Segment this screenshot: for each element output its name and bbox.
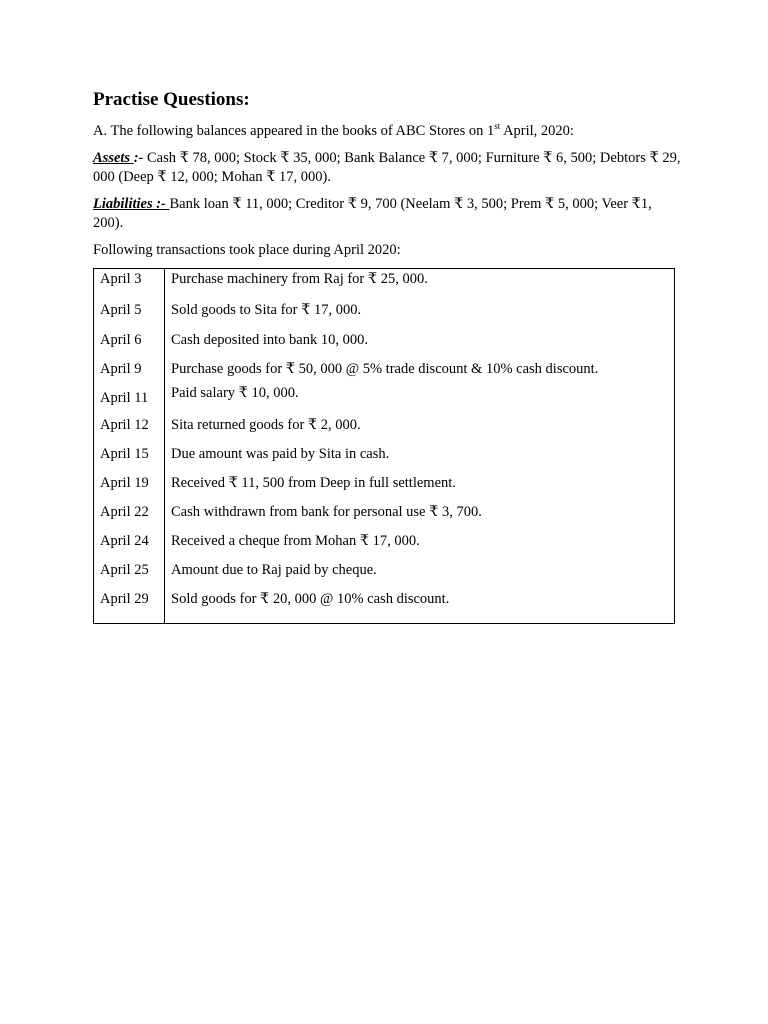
transaction-date: April 24 — [100, 533, 149, 549]
transaction-description: Cash deposited into bank 10, 000. — [171, 332, 368, 348]
transaction-description: Amount due to Raj paid by cheque. — [171, 562, 377, 578]
liabilities-paragraph — [93, 195, 683, 233]
transaction-date: April 3 — [100, 271, 142, 287]
table-row — [94, 586, 674, 615]
table-row — [94, 383, 674, 412]
table-row — [94, 528, 674, 557]
transaction-description: Sold goods to Sita for ₹ 17, 000. — [171, 302, 362, 318]
transaction-description: Received ₹ 11, 500 from Deep in full settlement. — [171, 475, 456, 491]
table-row — [94, 499, 674, 528]
table-row — [94, 327, 674, 356]
table-row — [94, 470, 674, 499]
assets-label: Assets — [93, 150, 134, 166]
transaction-description: Sold goods for ₹ 20, 000 @ 10% cash discount. — [171, 591, 450, 607]
transaction-date: April 29 — [100, 591, 149, 607]
transaction-description: Paid salary ₹ 10, 000. — [171, 385, 299, 401]
transaction-description: Cash withdrawn from bank for personal use ₹ 3, 700. — [171, 504, 482, 520]
transaction-date: April 25 — [100, 562, 149, 578]
assets-text: Cash ₹ 78, 000; Stock ₹ 35, 000; Bank Balance ₹ 7, 000; Furniture ₹ 6, 500; Debtors ₹ 29, 000 (Deep ₹ 12, 000; Mohan ₹ 17, 000). — [93, 150, 681, 185]
transaction-date: April 9 — [100, 361, 142, 377]
assets-separator: :- — [133, 150, 144, 166]
table-row — [94, 557, 674, 586]
transaction-date: April 22 — [100, 504, 149, 520]
page-title: Practise Questions: — [93, 89, 250, 110]
transaction-date: April 6 — [100, 332, 142, 348]
transactions-intro: Following transactions took place during April 2020: — [93, 242, 401, 258]
transaction-date: April 5 — [100, 302, 142, 318]
table-row — [94, 356, 674, 383]
liabilities-label: Liabilities :- — [93, 196, 170, 212]
table-row — [94, 441, 674, 470]
intro-text: A. The following balances appeared in the books of ABC Stores on 1 — [93, 123, 495, 139]
intro-text-end: April, 2020: — [500, 123, 574, 139]
transaction-description: Purchase goods for ₹ 50, 000 @ 5% trade discount & 10% cash discount. — [171, 361, 599, 377]
transactions-table — [93, 268, 675, 624]
table-row — [94, 269, 674, 297]
table-row — [94, 297, 674, 327]
transaction-date: April 19 — [100, 475, 149, 491]
transaction-date: April 11 — [100, 390, 149, 406]
transaction-date: April 12 — [100, 417, 149, 433]
transactions-table-body — [94, 269, 674, 615]
intro-paragraph — [93, 122, 683, 141]
document-page — [93, 88, 683, 624]
column-divider — [164, 269, 165, 623]
transaction-date: April 15 — [100, 446, 149, 462]
transaction-description: Purchase machinery from Raj for ₹ 25, 000. — [171, 271, 428, 287]
transaction-description: Due amount was paid by Sita in cash. — [171, 446, 390, 462]
intro-superscript: st — [494, 121, 501, 132]
assets-paragraph — [93, 149, 683, 187]
table-row — [94, 412, 674, 441]
transaction-description: Received a cheque from Mohan ₹ 17, 000. — [171, 533, 420, 549]
liabilities-text: Bank loan ₹ 11, 000; Creditor ₹ 9, 700 (Neelam ₹ 3, 500; Prem ₹ 5, 000; Veer ₹1, 200). — [93, 196, 652, 231]
transaction-description: Sita returned goods for ₹ 2, 000. — [171, 417, 361, 433]
